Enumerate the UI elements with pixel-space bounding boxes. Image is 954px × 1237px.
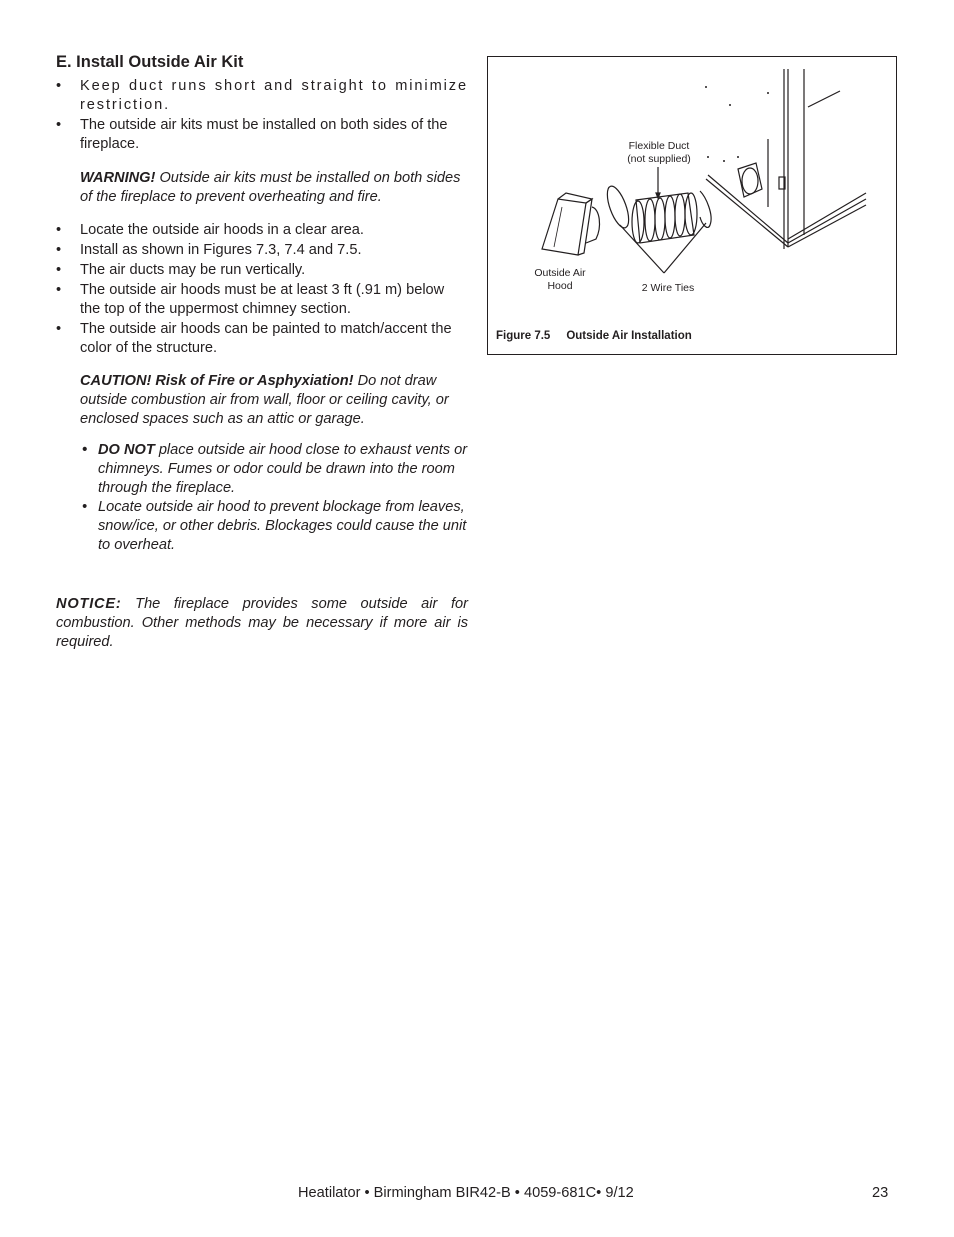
wire-tie-ring [603,184,633,231]
air-hood-front [542,199,586,255]
list-item: • Keep duct runs short and straight to minimize restriction. [56,78,468,113]
wire-tie-ring [700,191,711,227]
page-footer: Heatilator • Birmingham BIR42-B • 4059-681C• 9/12 [298,1185,634,1201]
leader-line [620,225,664,273]
warning-paragraph [80,169,468,207]
figure-7-5 [487,56,897,355]
fireplace-base-line [788,193,866,239]
fireplace-side-line [706,179,788,247]
caution-paragraph [80,372,468,429]
leader-line [664,223,706,273]
duct-rib [645,199,655,241]
fireplace-side-line [708,175,788,243]
warning-label: WARNING! [80,170,156,186]
outside-air-installation-illustration [488,57,896,354]
notice-paragraph [56,595,468,652]
section-title: E. Install Outside Air Kit [56,53,244,71]
notice-label: NOTICE: [56,596,122,612]
list-item: • DO NOT place outside air hood close to exhaust vents or chimneys. Fumes or odor could be drawn into the room through the fireplace. [82,442,468,496]
list-item: • Locate the outside air hoods in a clear area. [56,222,364,238]
figure-caption [496,330,692,342]
figure-title: Outside Air Installation [566,330,692,342]
page-number: 23 [872,1185,889,1201]
list-item: • The outside air hoods must be at least 3 ft (.91 m) below the top of the uppermost chimney section. [56,282,445,317]
fireplace-top-line [808,91,840,107]
wire-ties-label: 2 Wire Ties [641,282,695,294]
list-item: • The air ducts may be run vertically. [56,262,306,278]
caution-text: Do not draw outside combustion air from wall, floor or ceiling cavity, or enclosed spaces such as an attic or garage. [80,373,449,427]
bullet-list-2 [56,221,468,358]
fireplace-base-line [788,205,866,247]
duct-rib [665,196,675,238]
duct-rib [655,198,665,240]
text-column [56,52,468,652]
bullet-list-1 [56,77,468,154]
outside-air-hood-label: Outside Air Hood [534,267,586,292]
list-item: • The outside air kits must be installed on both sides of the fireplace. [56,117,448,152]
flexible-duct-label: Flexible Duct (not supplied) [627,140,691,165]
figure-number: Figure 7.5 [496,330,551,342]
notice-text: The fireplace provides some outside air for combustion. Other methods may be necessary if more air is required. [56,596,468,650]
list-item: • The outside air hoods can be painted to match/accent the color of the structure. [56,321,452,356]
caution-bullet-list [80,441,468,555]
warning-text: Outside air kits must be installed on both sides of the fireplace to prevent overheating and fire. [80,170,461,205]
caution-label: CAUTION! Risk of Fire or Asphyxiation! [80,373,354,389]
list-item: • Locate outside air hood to prevent blockage from leaves, snow/ice, or other debris. Blockages could cause the unit to overheat. [82,499,467,553]
air-collar [742,168,758,194]
fireplace-base-line [788,199,866,243]
list-item: • Install as shown in Figures 7.3, 7.4 and 7.5. [56,242,362,258]
duct-rib [675,194,685,236]
